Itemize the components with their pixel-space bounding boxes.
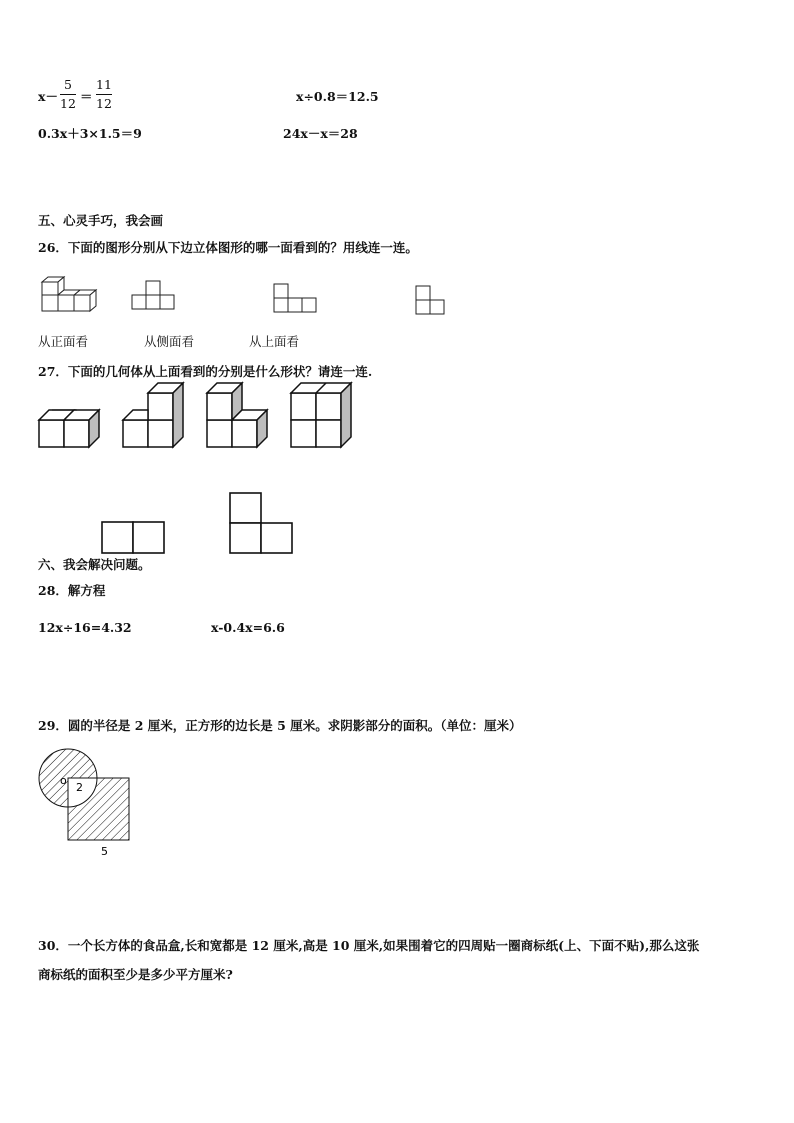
view-label-top: 从上面看 (249, 334, 300, 349)
q28-equation-2: x-0.4x=6.6 (211, 620, 285, 635)
fraction-numerator: 11 (96, 77, 112, 92)
fraction-denominator: 12 (60, 96, 76, 111)
question-29: 29．圆的半径是 2 厘米，正方形的边长是 5 厘米。求阴影部分的面积。（单位：厘米） (38, 718, 522, 733)
question-26: 26．下面的图形分别从下边立体图形的哪一面看到的？用线连一连。 (38, 240, 418, 255)
section-5-heading: 五、心灵手巧，我会画 (38, 213, 164, 228)
question-27: 27．下面的几何体从上面看到的分别是什么形状？请连一连. (38, 364, 373, 379)
equation-3: 0.3x＋3×1.5＝9 (38, 126, 142, 141)
fraction-numerator: 5 (64, 77, 72, 92)
view-label-front: 从正面看 (38, 334, 89, 349)
question-28: 28．解方程 (38, 583, 106, 598)
equation-1-equals: ＝ (80, 89, 93, 104)
q29-side-label: 5 (101, 845, 108, 858)
view-label-side: 从侧面看 (144, 334, 195, 349)
equation-1-prefix: x－ (38, 89, 58, 104)
question-30-line-2: 商标纸的面积至少是多少平方厘米? (38, 967, 233, 982)
q29-center-label: o (60, 774, 67, 787)
q28-equation-1: 12x÷16=4.32 (38, 620, 132, 635)
q29-radius-label: 2 (76, 781, 83, 794)
section-6-heading: 六、我会解决问题。 (38, 557, 151, 572)
equation-2: x÷0.8＝12.5 (296, 89, 379, 104)
equation-4: 24x－x＝28 (283, 126, 358, 141)
fraction-denominator: 12 (96, 96, 112, 111)
question-30-line-1: 30．一个长方体的食品盒,长和宽都是 12 厘米,高是 10 厘米,如果围着它的四周贴一圈商标纸(上、下面不贴),那么这张 (38, 938, 700, 953)
